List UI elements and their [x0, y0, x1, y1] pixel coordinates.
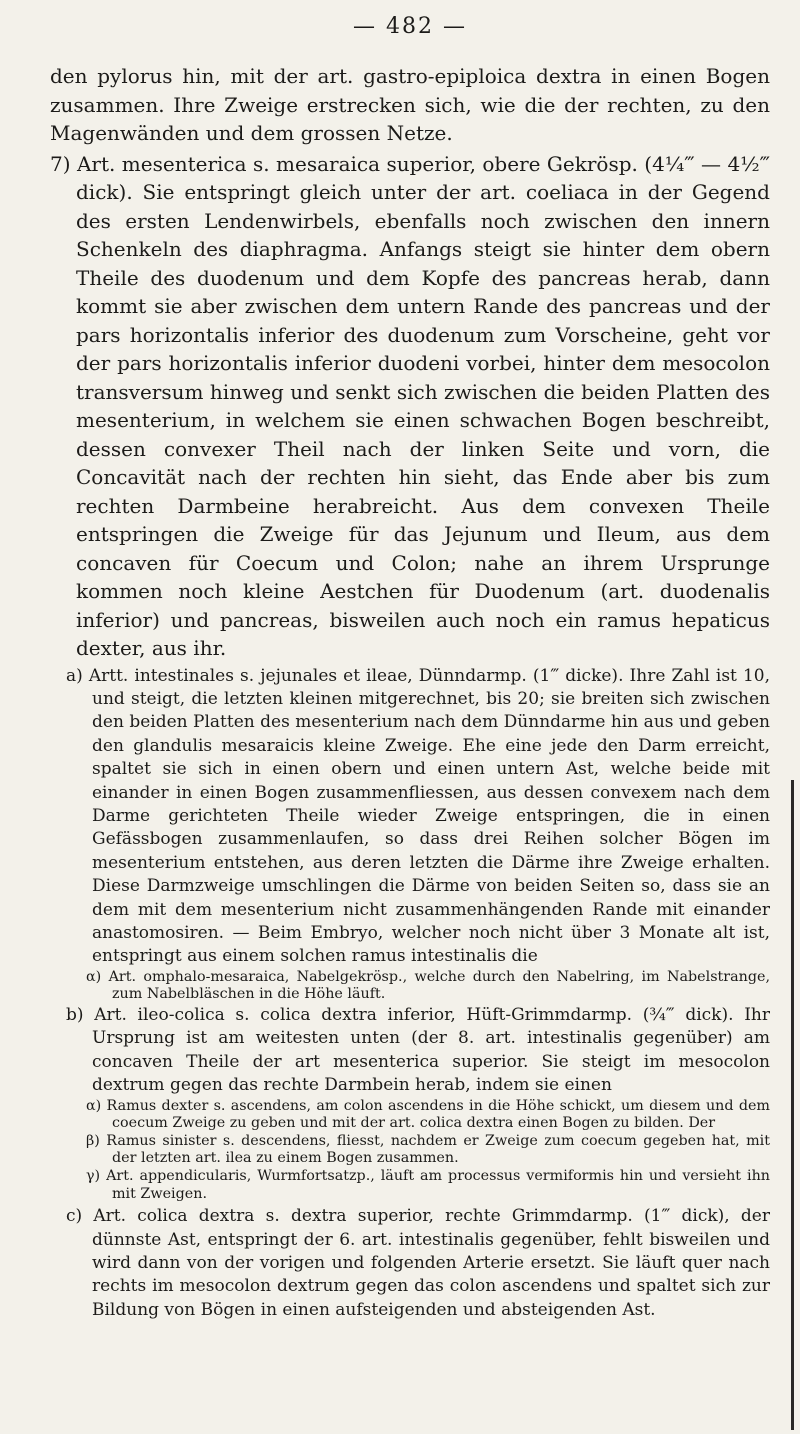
paragraph-intro: den pylorus hin, mit der art. gastro-epiploica dextra in einen Bogen zusammen. Ihre Zweige erstrecken sich, wie die der rechten, zu den Magenwänden und dem grossen Netze. — [50, 64, 770, 145]
paragraph-section-b-gamma: γ) Art. appendicularis, Wurmfortsatzp., läuft am processus vermiformis hin und versieht ihn mit Zweigen. — [86, 1167, 770, 1202]
text-body — [50, 62, 770, 1322]
paragraph-section-b: b) Art. ileo-colica s. colica dextra inferior, Hüft-Grimmdarmp. (¾‴ dick). Ihr Ursprung ist am weitesten unten (der 8. art. intestinalis gegenüber) am concaven Theile der art mesenterica superior. Sie steigt im mesocolon dextrum gegen das rechte Darmbein herab, indem sie einen — [66, 1004, 770, 1096]
paragraph-section-b-beta: β) Ramus sinister s. descendens, fliesst, nachdem er Zweige zum coecum gegeben hat, mit der letzten art. ilea zu einem Bogen zusammen. — [86, 1132, 770, 1167]
paragraph-section-b-alpha: α) Ramus dexter s. ascendens, am colon ascendens in die Höhe schickt, um diesem und dem coecum Zweige zu geben und mit der art. colica dextra einen Bogen zu bilden. Der — [86, 1097, 770, 1132]
paragraph-section-a: a) Artt. intestinales s. jejunales et ileae, Dünndarmp. (1‴ dicke). Ihre Zahl ist 10, und steigt, die letzten kleinen mitgerechnet, bis 20; sie breiten sich zwischen den beiden Platten des mesenterium nach dem Dünndarme hin aus und geben den glandulis mesaraicis kleine Zweige. Ehe eine jede den Darm erreicht, spaltet sie sich in einen obern und einen untern Ast, welche beide mit einander in einen Bogen zusammenfliessen, aus dessen convexem nach dem Darme gerichteten Theile wieder Zweige entspringen, die in einen Gefässbogen zusammenlaufen, so dass drei Reihen solcher Bögen im mesenterium entstehen, aus deren letzten die Därme ihre Zweige erhalten. Diese Darmzweige umschlingen die Därme von beiden Seiten so, dass sie an dem mit dem mesenterium nicht zusammenhängenden Rande mit einander anastomosiren. — Beim Embryo, welcher noch nicht über 3 Monate alt ist, entspringt aus einem solchen ramus intestinalis die — [66, 665, 770, 967]
paragraph-section-a-alpha: α) Art. omphalo-mesaraica, Nabelgekrösp., welche durch den Nabelring, im Nabelstrange, zum Nabelbläschen in die Höhe läuft. — [86, 968, 770, 1003]
paragraph-section-7: 7) Art. mesenterica s. mesaraica superior, obere Gekrösp. (4¼‴ — 4½‴ dick). Sie entspringt gleich unter der art. coeliaca in der Gegend des ersten Lendenwirbels, ebenfalls noch zwischen den innern Schenkeln des diaphragma. Anfangs steigt sie hinter dem obern Theile des duodenum und dem Kopfe des pancreas herab, dann kommt sie aber zwischen dem untern Rande des pancreas und der pars horizontalis inferior des duodenum zum Vorscheine, geht vor der pars horizontalis inferior duodeni vorbei, hinter dem mesocolon transversum hinweg und senkt sich zwischen die beiden Platten des mesenterium, in welchem sie einen schwachen Bogen beschreibt, dessen convexer Theil nach der linken Seite und vorn, die Concavität nach der rechten hin sieht, das Ende aber bis zum rechten Darmbeine herabreicht. Aus dem convexen Theile entspringen die Zweige für das Jejunum und Ileum, aus dem concaven für Coecum und Colon; nahe an ihrem Ursprunge kommen noch kleine Aestchen für Duodenum (art. duodenalis inferior) und pancreas, bisweilen auch noch ein ramus hepaticus dexter, aus ihr. — [50, 151, 770, 660]
scan-edge-shadow — [791, 780, 794, 1430]
paragraph-section-c: c) Art. colica dextra s. dextra superior, rechte Grimmdarmp. (1‴ dick), der dünnste Ast, entspringt der 6. art. intestinalis gegenüber, fehlt bisweilen und wird dann von der vorigen und folgenden Arterie ersetzt. Sie läuft quer nach rechts im mesocolon dextrum gegen das colon ascendens und spaltet sich zur Bildung von Bögen in einen aufsteigenden und absteigenden Ast. — [66, 1206, 770, 1320]
page-number: — 482 — — [353, 14, 467, 39]
